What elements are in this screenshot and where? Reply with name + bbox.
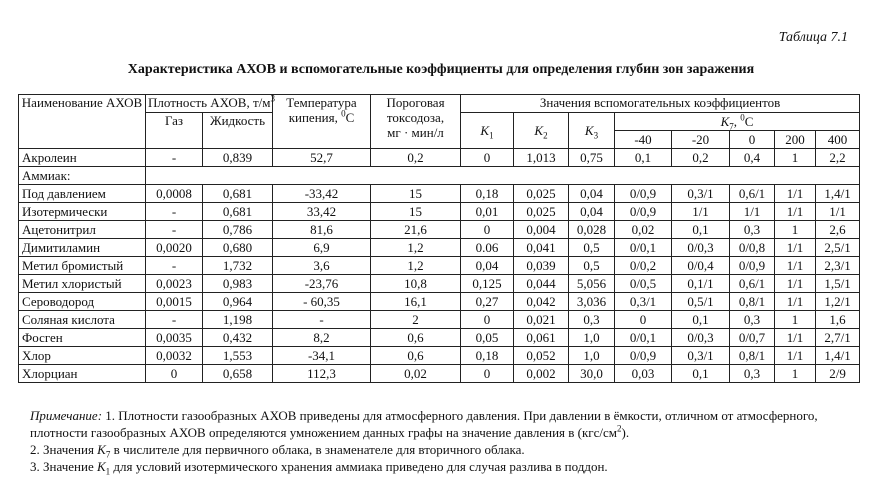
table-cell: 1 <box>775 311 816 329</box>
table-cell: 1,013 <box>514 149 569 167</box>
table-row <box>19 275 860 293</box>
table-cell: 0,041 <box>514 239 569 257</box>
table-cell: 0/0,9 <box>615 347 672 365</box>
table-cell: 0,04 <box>461 257 514 275</box>
table-cell: 0,01 <box>461 203 514 221</box>
table-cell: 0 <box>461 149 514 167</box>
table-cell: 15 <box>371 203 461 221</box>
table-cell: 0,042 <box>514 293 569 311</box>
table-cell: 0,18 <box>461 347 514 365</box>
table-cell: - <box>146 221 203 239</box>
table-cell: - <box>273 311 371 329</box>
table-cell: 0,0032 <box>146 347 203 365</box>
table-cell: 1/1 <box>775 203 816 221</box>
table-cell: 1/1 <box>775 275 816 293</box>
table-cell: 1,4/1 <box>816 347 860 365</box>
table-cell: - <box>146 149 203 167</box>
table-cell: 2,5/1 <box>816 239 860 257</box>
table-cell: - 60,35 <box>273 293 371 311</box>
table-cell: 0,5 <box>569 239 615 257</box>
table-cell: 0,125 <box>461 275 514 293</box>
table-cell: 0/0,4 <box>672 257 730 275</box>
table-cell: 0,002 <box>514 365 569 383</box>
table-cell: 0,3/1 <box>615 293 672 311</box>
table-cell: 0,03 <box>615 365 672 383</box>
substance-name: Соляная кислота <box>19 311 146 329</box>
table-cell: 1/1 <box>775 347 816 365</box>
note-3: 3. Значение $K_1$ для условий изотермического хранения аммиака приведено для случая разлива в поддон. <box>30 459 608 477</box>
table-cell: 0,1 <box>672 365 730 383</box>
table-cell: 0,04 <box>569 203 615 221</box>
table-cell: 0 <box>615 311 672 329</box>
table-cell: 0,02 <box>371 365 461 383</box>
table-cell: 0,6 <box>371 347 461 365</box>
table-row <box>19 203 860 221</box>
table-cell: 81,6 <box>273 221 371 239</box>
table-cell: 0/0,1 <box>615 239 672 257</box>
substance-name: Метил бромистый <box>19 257 146 275</box>
table-cell: 1/1 <box>775 293 816 311</box>
table-cell: - <box>146 257 203 275</box>
table-cell: 1,6 <box>816 311 860 329</box>
header-gas: Газ <box>146 113 203 149</box>
table-cell: 2 <box>371 311 461 329</box>
table-cell: 0,8/1 <box>730 293 775 311</box>
table-cell: 0,02 <box>615 221 672 239</box>
table-cell: 0/0,8 <box>730 239 775 257</box>
table-cell: 0/0,3 <box>672 239 730 257</box>
table-cell: 0,5 <box>569 257 615 275</box>
header-k2: $K_2$ <box>514 113 569 149</box>
table-cell: 10,8 <box>371 275 461 293</box>
table-cell: 1/1 <box>730 203 775 221</box>
table-cell: 0 <box>461 221 514 239</box>
table-cell: 0,004 <box>514 221 569 239</box>
header-temp: 400 <box>816 131 860 149</box>
table-cell: 2,7/1 <box>816 329 860 347</box>
table-cell: 0,658 <box>203 365 273 383</box>
table-cell: 1/1 <box>775 329 816 347</box>
substance-name: Хлорциан <box>19 365 146 383</box>
table-row <box>19 257 860 275</box>
table-cell: 0,1/1 <box>672 275 730 293</box>
table-cell: 0,3/1 <box>672 347 730 365</box>
table-cell: 0,786 <box>203 221 273 239</box>
table-cell: 21,6 <box>371 221 461 239</box>
header-temp: 200 <box>775 131 816 149</box>
header-k7: $K_7$, $^0$С <box>615 113 860 131</box>
table-cell: 1,2 <box>371 257 461 275</box>
table-cell: 0,6/1 <box>730 275 775 293</box>
table-cell: 0,839 <box>203 149 273 167</box>
table-cell: 0,028 <box>569 221 615 239</box>
substance-name: Хлор <box>19 347 146 365</box>
table-row <box>19 329 860 347</box>
header-toxodose: Пороговая токсодоза, мг · мин/л <box>371 95 461 149</box>
table-cell: 0,044 <box>514 275 569 293</box>
header-boiling: Температура кипения, $^0$С <box>273 95 371 149</box>
table-cell: 0,039 <box>514 257 569 275</box>
properties-table <box>18 94 860 383</box>
table-cell: 2,6 <box>816 221 860 239</box>
substance-name: Метил хлористый <box>19 275 146 293</box>
table-cell: 0,983 <box>203 275 273 293</box>
substance-name: Димитиламин <box>19 239 146 257</box>
table-cell: 0,3/1 <box>672 185 730 203</box>
table-cell: 2/9 <box>816 365 860 383</box>
table-cell: 1,732 <box>203 257 273 275</box>
table-cell: 0,6/1 <box>730 185 775 203</box>
table-cell: 0,052 <box>514 347 569 365</box>
table-row <box>19 185 860 203</box>
table-cell: 0,3 <box>569 311 615 329</box>
table-cell: - <box>146 311 203 329</box>
table-cell: 0,021 <box>514 311 569 329</box>
table-cell: 1/1 <box>775 257 816 275</box>
table-cell: 0,1 <box>615 149 672 167</box>
substance-name: Акролеин <box>19 149 146 167</box>
table-cell: 0,0015 <box>146 293 203 311</box>
substance-name: Изотермически <box>19 203 146 221</box>
table-cell: -33,42 <box>273 185 371 203</box>
header-density: Плотность АХОВ, $т/м^3$ <box>146 95 273 113</box>
table-cell: 1,4/1 <box>816 185 860 203</box>
header-liquid: Жидкость <box>203 113 273 149</box>
table-cell: 0,0020 <box>146 239 203 257</box>
table-cell: 0 <box>461 311 514 329</box>
header-temp: -20 <box>672 131 730 149</box>
table-cell: 15 <box>371 185 461 203</box>
header-coefficients: Значения вспомогательных коэффициентов <box>461 95 860 113</box>
table-cell: 0/0,7 <box>730 329 775 347</box>
table-cell: 0,4 <box>730 149 775 167</box>
table-cell: 0,681 <box>203 203 273 221</box>
table-cell: 0/0,3 <box>672 329 730 347</box>
table-cell: 0,3 <box>730 221 775 239</box>
substance-name: Ацетонитрил <box>19 221 146 239</box>
table-cell: 1 <box>775 221 816 239</box>
table-row <box>19 221 860 239</box>
table-cell: 0,432 <box>203 329 273 347</box>
table-cell: 1 <box>775 149 816 167</box>
table-cell: 0,061 <box>514 329 569 347</box>
table-cell: 0,04 <box>569 185 615 203</box>
table-cell: 1,198 <box>203 311 273 329</box>
table-cell: 0,680 <box>203 239 273 257</box>
header-k3: $K_3$ <box>569 113 615 149</box>
table-cell: 1,553 <box>203 347 273 365</box>
table-number: Таблица 7.1 <box>778 30 848 45</box>
table-cell: 0,1 <box>672 221 730 239</box>
table-cell: 0,2 <box>371 149 461 167</box>
table-cell: 1/1 <box>672 203 730 221</box>
note-1: Примечание: 1. Плотности газообразных АХОВ приведены для атмосферного давления. При давлении в ёмкости, отличном от атмосферного, плотности газообразных АХОВ определяются умножением данных графы на значение давления в $(кгс/см^2)$. <box>30 408 818 440</box>
table-cell: 0,5/1 <box>672 293 730 311</box>
table-cell: 2,3/1 <box>816 257 860 275</box>
table-cell: 1,0 <box>569 329 615 347</box>
table-cell: 0,75 <box>569 149 615 167</box>
table-cell: 1,2/1 <box>816 293 860 311</box>
table-cell: 0,05 <box>461 329 514 347</box>
table-cell: 0/0,9 <box>730 257 775 275</box>
table-row <box>19 149 860 167</box>
table-cell: 52,7 <box>273 149 371 167</box>
table-cell: 112,3 <box>273 365 371 383</box>
group-spacer <box>146 167 860 185</box>
table-cell: 0.06 <box>461 239 514 257</box>
table-cell: 33,42 <box>273 203 371 221</box>
table-cell: 0,1 <box>672 311 730 329</box>
table-cell: 0,0023 <box>146 275 203 293</box>
table-cell: 0,27 <box>461 293 514 311</box>
table-cell: 5,056 <box>569 275 615 293</box>
table-cell: 0,681 <box>203 185 273 203</box>
table-cell: 0,2 <box>672 149 730 167</box>
table-cell: 0,3 <box>730 311 775 329</box>
table-cell: 0,964 <box>203 293 273 311</box>
header-name: Наименование АХОВ <box>19 95 146 149</box>
table-cell: 0,025 <box>514 203 569 221</box>
table-cell: 3,6 <box>273 257 371 275</box>
table-row <box>19 239 860 257</box>
table-cell: 0,8/1 <box>730 347 775 365</box>
table-title: Характеристика АХОВ и вспомогательные коэффициенты для определения глубин зон заражения <box>127 62 755 77</box>
table-cell: 3,036 <box>569 293 615 311</box>
table-cell: 2,2 <box>816 149 860 167</box>
substance-name: Под давлением <box>19 185 146 203</box>
table-cell: 0,025 <box>514 185 569 203</box>
table-cell: 0/0,2 <box>615 257 672 275</box>
table-cell: -34,1 <box>273 347 371 365</box>
substance-name: Фосген <box>19 329 146 347</box>
table-cell: 6,9 <box>273 239 371 257</box>
table-cell: -23,76 <box>273 275 371 293</box>
table-cell: 1,2 <box>371 239 461 257</box>
table-cell: 0/0,1 <box>615 329 672 347</box>
table-row <box>19 311 860 329</box>
table-cell: 0,3 <box>730 365 775 383</box>
table-cell: 1 <box>775 365 816 383</box>
table-cell: 1,0 <box>569 347 615 365</box>
table-cell: 0 <box>146 365 203 383</box>
header-temp: 0 <box>730 131 775 149</box>
table-cell: 0,18 <box>461 185 514 203</box>
table-cell: 30,0 <box>569 365 615 383</box>
table-cell: 0/0,9 <box>615 203 672 221</box>
table-cell: - <box>146 203 203 221</box>
table-cell: 8,2 <box>273 329 371 347</box>
substance-name: Сероводород <box>19 293 146 311</box>
substance-name: Аммиак: <box>19 167 146 185</box>
header-temp: -40 <box>615 131 672 149</box>
table-cell: 16,1 <box>371 293 461 311</box>
table-cell: 0,6 <box>371 329 461 347</box>
table-row <box>19 167 860 185</box>
table-row <box>19 365 860 383</box>
table-cell: 0,0008 <box>146 185 203 203</box>
note-2: 2. Значения $K_7$ в числителе для первичного облака, в знаменателе для вторичного облака. <box>30 442 525 460</box>
table-cell: 1/1 <box>816 203 860 221</box>
table-cell: 1,5/1 <box>816 275 860 293</box>
table-cell: 0 <box>461 365 514 383</box>
table-row <box>19 293 860 311</box>
notes <box>30 407 860 475</box>
table-cell: 0/0,5 <box>615 275 672 293</box>
table-row <box>19 347 860 365</box>
table-cell: 1/1 <box>775 239 816 257</box>
header-k1: $K_1$ <box>461 113 514 149</box>
table-cell: 0,0035 <box>146 329 203 347</box>
table-cell: 1/1 <box>775 185 816 203</box>
table-cell: 0/0,9 <box>615 185 672 203</box>
